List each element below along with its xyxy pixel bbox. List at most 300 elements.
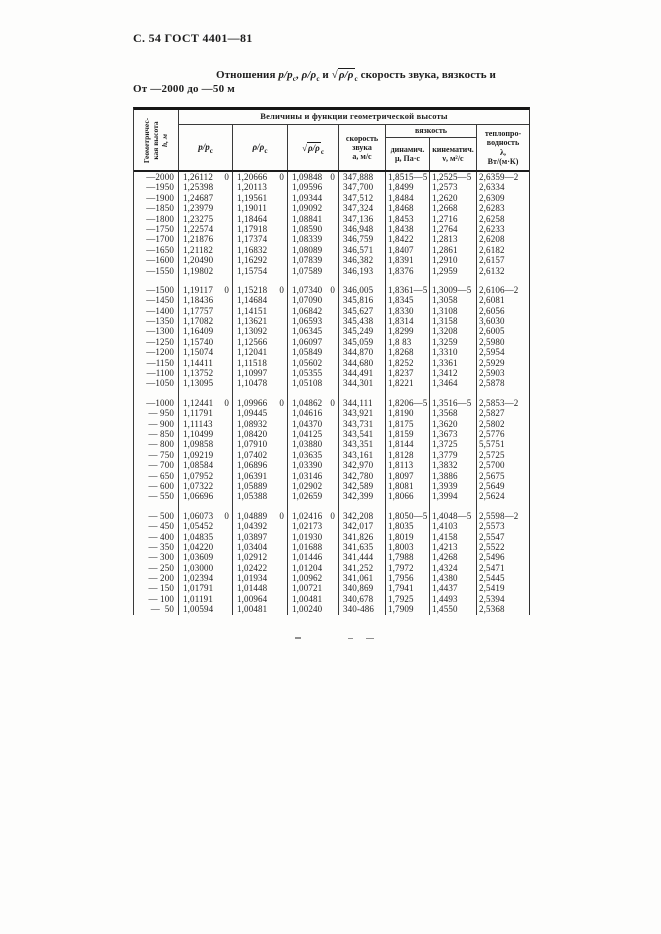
table-cell: 1,17757 xyxy=(178,306,232,316)
table-cell: 1,7909 xyxy=(385,604,429,614)
table-cell: 1,20490 xyxy=(178,255,232,265)
table-cell: 1,01204 xyxy=(287,563,338,573)
table-cell: 1,8206—5 xyxy=(385,398,429,408)
table-cell: 1,8484 xyxy=(385,193,429,203)
table-cell: 1,01448 xyxy=(232,583,287,593)
table-cell: 1,21876 xyxy=(178,234,232,244)
table-cell: 346,571 xyxy=(338,245,385,255)
table-gap-cell xyxy=(338,389,385,398)
table-cell: 344,301 xyxy=(338,378,385,388)
table-cell: 1,07839 xyxy=(287,255,338,265)
table-cell: 1,4324 xyxy=(429,563,476,573)
table-cell: 1,8097 xyxy=(385,471,429,481)
table-cell: 1,15740 xyxy=(178,337,232,347)
table-cell: 1,21182 xyxy=(178,245,232,255)
table-cell: 1,01934 xyxy=(232,573,287,583)
col-header-speed-of-sound: скорость звука a, м/с xyxy=(338,125,385,170)
table-cell: —1100 xyxy=(146,368,174,379)
table-cell: 346,005 xyxy=(338,285,385,295)
table-cell: 2,5878 xyxy=(476,378,529,388)
table-cell: 2,5471 xyxy=(476,563,529,573)
table-cell: 2,5445 xyxy=(476,573,529,583)
table-cell: 2,5954 xyxy=(476,347,529,357)
table-cell: 2,6056 xyxy=(476,306,529,316)
table-cell: 1,3620 xyxy=(429,419,476,429)
table-cell: 1,10499 xyxy=(178,429,232,439)
table-cell: 2,6106—2 xyxy=(476,285,529,295)
table-cell: 1,08841 xyxy=(287,214,338,224)
table-cell: 1,09596 xyxy=(287,182,338,192)
table-cell: 344,870 xyxy=(338,347,385,357)
table-cell: 345,627 xyxy=(338,306,385,316)
table-cell: 1,23979 xyxy=(178,203,232,213)
table-cell: 1,07340 0 xyxy=(287,285,338,295)
table-cell: 1,09344 xyxy=(287,193,338,203)
table-cell: 1,12441 0 xyxy=(178,398,232,408)
table-cell: 1,04370 xyxy=(287,419,338,429)
table-cell: 1,8035 xyxy=(385,521,429,531)
table-cell: 1,08584 xyxy=(178,460,232,470)
table-cell: 1,8407 xyxy=(385,245,429,255)
table-cell: 2,5725 xyxy=(476,450,529,460)
sqrt-sign: √ xyxy=(331,69,338,81)
table-cell: 1,8299 xyxy=(385,326,429,336)
table-cell: 2,5980 xyxy=(476,337,529,347)
table-cell: 1,8252 xyxy=(385,358,429,368)
table-cell: 2,5776 xyxy=(476,429,529,439)
table-cell: 341,635 xyxy=(338,542,385,552)
table-row xyxy=(134,491,529,501)
table-cell: 1,00964 xyxy=(232,594,287,604)
table-cell: 1,8128 xyxy=(385,450,429,460)
table-cell: 2,5573 xyxy=(476,521,529,531)
table-row xyxy=(134,398,529,408)
sqrt-subscript: с xyxy=(354,75,358,84)
table-cell: 2,6359—2 xyxy=(476,172,529,182)
table-cell: 2,6081 xyxy=(476,295,529,305)
table-cell: 1,8268 xyxy=(385,347,429,357)
table-cell: 1,8376 xyxy=(385,266,429,276)
table-cell: 1,05889 xyxy=(232,481,287,491)
table-cell: 1,02416 0 xyxy=(287,511,338,521)
table-cell: 1,2813 xyxy=(429,234,476,244)
table-cell: 1,3516—5 xyxy=(429,398,476,408)
table-cell: 341,252 xyxy=(338,563,385,573)
table-cell: 1,7972 xyxy=(385,563,429,573)
table-cell: 1,00481 xyxy=(287,594,338,604)
table-gap-cell xyxy=(476,389,529,398)
table-cell: 1,01446 xyxy=(287,552,338,562)
table-cell: —1150 xyxy=(146,357,174,368)
table-cell: 1,3886 xyxy=(429,471,476,481)
table-cell: 1,24687 xyxy=(178,193,232,203)
table-cell: 340,678 xyxy=(338,594,385,604)
table-row xyxy=(134,295,529,305)
table-cell: 1,19802 xyxy=(178,266,232,276)
table-cell: 1,8 83 xyxy=(385,337,429,347)
table-cell: —1050 xyxy=(146,378,174,389)
table-row xyxy=(134,182,529,192)
table-cell: — 300 xyxy=(148,552,174,563)
table-cell: —1250 xyxy=(146,336,174,347)
table-gap-cell xyxy=(232,502,287,511)
table-cell: 1,8499 xyxy=(385,182,429,192)
table-row xyxy=(134,347,529,357)
table-cell: 1,3939 xyxy=(429,481,476,491)
table-cell: 2,6005 xyxy=(476,326,529,336)
table-cell: 1,3009—5 xyxy=(429,285,476,295)
col-header-geometric-height xyxy=(134,110,178,170)
table-cell: 347,700 xyxy=(338,182,385,192)
table-gap-cell xyxy=(232,276,287,285)
table-gap-cell xyxy=(429,389,476,398)
table-cell: — 950 xyxy=(148,408,174,419)
table-cell: 1,2910 xyxy=(429,255,476,265)
table-cell: 1,3779 xyxy=(429,450,476,460)
table-row xyxy=(134,552,529,562)
table-cell: 1,4103 xyxy=(429,521,476,531)
table-row xyxy=(134,573,529,583)
table-cell: —1000 xyxy=(146,397,174,408)
table-cell: 342,780 xyxy=(338,471,385,481)
table-cell: 1,04392 xyxy=(232,521,287,531)
table-gap-cell xyxy=(287,276,338,285)
table-cell: 1,03635 xyxy=(287,450,338,460)
table-row xyxy=(134,368,529,378)
table-cell: 1,00481 xyxy=(232,604,287,614)
table-row xyxy=(134,224,529,234)
table-cell: 1,3361 xyxy=(429,358,476,368)
table-cell: 1,8422 xyxy=(385,234,429,244)
table-cell: 1,06073 0 xyxy=(178,511,232,521)
table-cell: 3,6030 xyxy=(476,316,529,326)
table-cell: 1,20666 0 xyxy=(232,172,287,182)
table-cell: 1,09092 xyxy=(287,203,338,213)
table-cell: 5,5751 xyxy=(476,439,529,449)
table-cell: 1,03404 xyxy=(232,542,287,552)
table-cell: — 250 xyxy=(148,562,174,573)
table-title-line-1 xyxy=(216,68,496,82)
table-cell: 1,8159 xyxy=(385,429,429,439)
table-cell: 2,6258 xyxy=(476,214,529,224)
table-cell: 2,5496 xyxy=(476,552,529,562)
table-gap-cell xyxy=(134,389,178,398)
table-cell: 1,04835 xyxy=(178,532,232,542)
table-row xyxy=(134,266,529,276)
table-cell: 1,01791 xyxy=(178,583,232,593)
table-cell: 1,16292 xyxy=(232,255,287,265)
table-cell: 346,948 xyxy=(338,224,385,234)
table-cell: 1,13095 xyxy=(178,378,232,388)
table-cell: — 450 xyxy=(148,521,174,532)
table-cell: 1,8019 xyxy=(385,532,429,542)
table-cell: 345,816 xyxy=(338,295,385,305)
table-cell: 347,888 xyxy=(338,172,385,182)
table-cell: —1700 xyxy=(146,234,174,245)
table-gap-cell xyxy=(178,502,232,511)
table-cell: 344,491 xyxy=(338,368,385,378)
table-cell: 1,04220 xyxy=(178,542,232,552)
table-cell: 342,017 xyxy=(338,521,385,531)
pressure-ratio-symbol: p/p xyxy=(278,69,293,81)
table-cell: 1,8237 xyxy=(385,368,429,378)
table-cell: 1,8113 xyxy=(385,460,429,470)
title-suffix: скорость звука, вязкость и xyxy=(357,69,496,81)
table-cell: 2,5649 xyxy=(476,481,529,491)
table-cell: 1,03897 xyxy=(232,532,287,542)
table-cell: 1,06896 xyxy=(232,460,287,470)
table-cell: 1,8003 xyxy=(385,542,429,552)
table-cell: 1,3259 xyxy=(429,337,476,347)
table-cell: 1,01930 xyxy=(287,532,338,542)
table-row xyxy=(134,604,529,614)
table-cell: 345,438 xyxy=(338,316,385,326)
table-row xyxy=(134,594,529,604)
table-cell: 1,2959 xyxy=(429,266,476,276)
table-cell: 2,6182 xyxy=(476,245,529,255)
table-cell: 345,059 xyxy=(338,337,385,347)
table-cell: 1,4048—5 xyxy=(429,511,476,521)
table-cell: 1,09966 0 xyxy=(232,398,287,408)
title-and: и xyxy=(319,69,332,81)
table-cell: 1,4268 xyxy=(429,552,476,562)
table-cell: 1,00721 xyxy=(287,583,338,593)
table-cell: — 50 xyxy=(150,604,174,615)
table-cell: 1,7925 xyxy=(385,594,429,604)
col-header-viscosity: вязкость xyxy=(385,125,476,138)
table-cell: 347,324 xyxy=(338,203,385,213)
table-cell: 343,161 xyxy=(338,450,385,460)
table-cell: 2,6283 xyxy=(476,203,529,213)
table-row xyxy=(134,255,529,265)
density-ratio-symbol: ρ/ρ xyxy=(301,69,317,81)
table-gap-cell xyxy=(134,502,178,511)
col-header-sqrt-density-ratio: $√\rho/\rho_с$ xyxy=(287,125,338,170)
table-cell: 1,8314 xyxy=(385,316,429,326)
table-cell: 346,382 xyxy=(338,255,385,265)
table-cell: 1,2573 xyxy=(429,182,476,192)
table-cell: 1,08339 xyxy=(287,234,338,244)
table-cell: 1,08089 xyxy=(287,245,338,255)
table-cell: 342,208 xyxy=(338,511,385,521)
table-cell: — 100 xyxy=(148,593,174,604)
table-row xyxy=(134,326,529,336)
table-row xyxy=(134,337,529,347)
table-cell: 2,5419 xyxy=(476,583,529,593)
table-cell: 342,589 xyxy=(338,481,385,491)
table-row xyxy=(134,358,529,368)
table-cell: 1,25398 xyxy=(178,182,232,192)
table-cell: 1,05849 xyxy=(287,347,338,357)
table-cell: — 850 xyxy=(148,428,174,439)
table-cell: 340-486 xyxy=(338,604,385,614)
table-row xyxy=(134,583,529,593)
table-cell: 342,399 xyxy=(338,491,385,501)
table-gap-cell xyxy=(287,502,338,511)
table-group-gap xyxy=(134,276,529,285)
table-cell: —2000 xyxy=(146,172,174,182)
scan-artifact-dash xyxy=(348,638,353,639)
table-cell: 2,6208 xyxy=(476,234,529,244)
table-cell: 1,19117 0 xyxy=(178,285,232,295)
table-cell: 346,193 xyxy=(338,266,385,276)
table-cell: 1,8345 xyxy=(385,295,429,305)
table-cell: 1,8050—5 xyxy=(385,511,429,521)
table-row xyxy=(134,429,529,439)
table-cell: 1,09445 xyxy=(232,408,287,418)
table-cell: 1,3412 xyxy=(429,368,476,378)
table-cell: 1,19011 xyxy=(232,203,287,213)
table-row xyxy=(134,419,529,429)
table-cell: 1,13752 xyxy=(178,368,232,378)
table-cell: 1,2861 xyxy=(429,245,476,255)
table-cell: 1,05452 xyxy=(178,521,232,531)
table-cell: 1,00594 xyxy=(178,604,232,614)
table-cell: 1,3832 xyxy=(429,460,476,470)
table-cell: 341,061 xyxy=(338,573,385,583)
table-cell: 1,8361—5 xyxy=(385,285,429,295)
table-cell: 1,8438 xyxy=(385,224,429,234)
table-row xyxy=(134,563,529,573)
table-cell: 1,14411 xyxy=(178,358,232,368)
table-cell: 1,8175 xyxy=(385,419,429,429)
table-cell: 1,4158 xyxy=(429,532,476,542)
table-cell: 1,07402 xyxy=(232,450,287,460)
table-gap-cell xyxy=(134,276,178,285)
col-header-dynamic-viscosity: динамич. μ, Па·с xyxy=(385,138,429,170)
col-header-thermal-conductivity: теплопро- водность λ, Вт/(м·К) xyxy=(476,125,529,170)
table-cell: 1,14684 xyxy=(232,295,287,305)
col-header-span-values-functions: Величины и функции геометрической высоты xyxy=(178,110,529,125)
table-cell: 1,4380 xyxy=(429,573,476,583)
table-cell: 1,22574 xyxy=(178,224,232,234)
table-cell: 1,2668 xyxy=(429,203,476,213)
table-group-gap xyxy=(134,389,529,398)
table-cell: — 900 xyxy=(148,418,174,429)
table-row xyxy=(134,439,529,449)
table-cell: 2,5827 xyxy=(476,408,529,418)
table-cell: 1,09858 xyxy=(178,439,232,449)
table-cell: 1,03000 xyxy=(178,563,232,573)
table-cell: 1,3058 xyxy=(429,295,476,305)
table-cell: 1,06593 xyxy=(287,316,338,326)
table-cell: 1,02394 xyxy=(178,573,232,583)
table-cell: 1,05355 xyxy=(287,368,338,378)
table-cell: 1,03390 xyxy=(287,460,338,470)
table-cell: 1,8144 xyxy=(385,439,429,449)
sqrt-radicand: ρ/ρ xyxy=(338,69,354,81)
table-row xyxy=(134,471,529,481)
col-header-pressure-ratio: $p/p_с$ xyxy=(178,125,232,170)
table-cell: 1,07910 xyxy=(232,439,287,449)
table-cell: 1,18436 xyxy=(178,295,232,305)
table-cell: 1,07322 xyxy=(178,481,232,491)
table-row xyxy=(134,172,529,182)
table-cell: 1,4493 xyxy=(429,594,476,604)
table-cell: — 200 xyxy=(148,573,174,584)
table-cell: 343,921 xyxy=(338,408,385,418)
density-ratio-subscript: с xyxy=(316,75,320,84)
table-cell: —1300 xyxy=(146,326,174,337)
table-cell: 2,5802 xyxy=(476,419,529,429)
table-cell: 341,826 xyxy=(338,532,385,542)
table-gap-cell xyxy=(429,502,476,511)
table-cell: —1400 xyxy=(146,305,174,316)
table-cell: 1,18464 xyxy=(232,214,287,224)
table-cell: 2,5624 xyxy=(476,491,529,501)
table-cell: 1,00962 xyxy=(287,573,338,583)
table-row xyxy=(134,245,529,255)
table-cell: 1,04616 xyxy=(287,408,338,418)
table-title-line-2: От —2000 до —50 м xyxy=(133,83,235,95)
table-cell: — 800 xyxy=(148,439,174,450)
table-cell: 1,2525—5 xyxy=(429,172,476,182)
table-cell: 1,2764 xyxy=(429,224,476,234)
table-cell: 1,03609 xyxy=(178,552,232,562)
table-cell: 1,07952 xyxy=(178,471,232,481)
table-gap-cell xyxy=(385,389,429,398)
table-cell: 1,06097 xyxy=(287,337,338,347)
table-body xyxy=(134,172,529,615)
table-cell: — 350 xyxy=(148,541,174,552)
table-cell: 343,541 xyxy=(338,429,385,439)
table-cell: 1,02902 xyxy=(287,481,338,491)
table-cell: 1,8066 xyxy=(385,491,429,501)
table-cell: 1,8515—5 xyxy=(385,172,429,182)
table-cell: 1,11518 xyxy=(232,358,287,368)
table-cell: —1650 xyxy=(146,244,174,255)
table-cell: — 700 xyxy=(148,460,174,471)
table-cell: 1,17918 xyxy=(232,224,287,234)
table-cell: 1,01191 xyxy=(178,594,232,604)
pressure-ratio-subscript: с xyxy=(292,75,296,84)
table-cell: 1,05602 xyxy=(287,358,338,368)
table-cell: 1,2716 xyxy=(429,214,476,224)
table-cell: 1,3994 xyxy=(429,491,476,501)
table-row xyxy=(134,481,529,491)
table-cell: 1,13092 xyxy=(232,326,287,336)
table-cell: 1,8391 xyxy=(385,255,429,265)
table-cell: 1,06696 xyxy=(178,491,232,501)
table-cell: 2,5368 xyxy=(476,604,529,614)
table-cell: 341,444 xyxy=(338,552,385,562)
table-cell: 2,5547 xyxy=(476,532,529,542)
table-row xyxy=(134,511,529,521)
table-cell: 1,4437 xyxy=(429,583,476,593)
table-cell: 1,02912 xyxy=(232,552,287,562)
table-cell: 1,17374 xyxy=(232,234,287,244)
table-cell: 2,5853—2 xyxy=(476,398,529,408)
table-cell: 345,249 xyxy=(338,326,385,336)
table-gap-cell xyxy=(429,276,476,285)
table-cell: 1,17082 xyxy=(178,316,232,326)
page-header: С. 54 ГОСТ 4401—81 xyxy=(133,31,253,45)
table-cell: 1,08590 xyxy=(287,224,338,234)
table-cell: 1,06842 xyxy=(287,306,338,316)
table-cell: 346,759 xyxy=(338,234,385,244)
table-row xyxy=(134,542,529,552)
table-cell: —1450 xyxy=(146,295,174,306)
table-cell: 2,5598—2 xyxy=(476,511,529,521)
table-cell: 1,8330 xyxy=(385,306,429,316)
table-cell: 1,23275 xyxy=(178,214,232,224)
table-row xyxy=(134,460,529,470)
table-cell: 1,8190 xyxy=(385,408,429,418)
table-cell: 347,136 xyxy=(338,214,385,224)
table-cell: 2,5675 xyxy=(476,471,529,481)
table-row xyxy=(134,203,529,213)
table-cell: 1,04889 0 xyxy=(232,511,287,521)
